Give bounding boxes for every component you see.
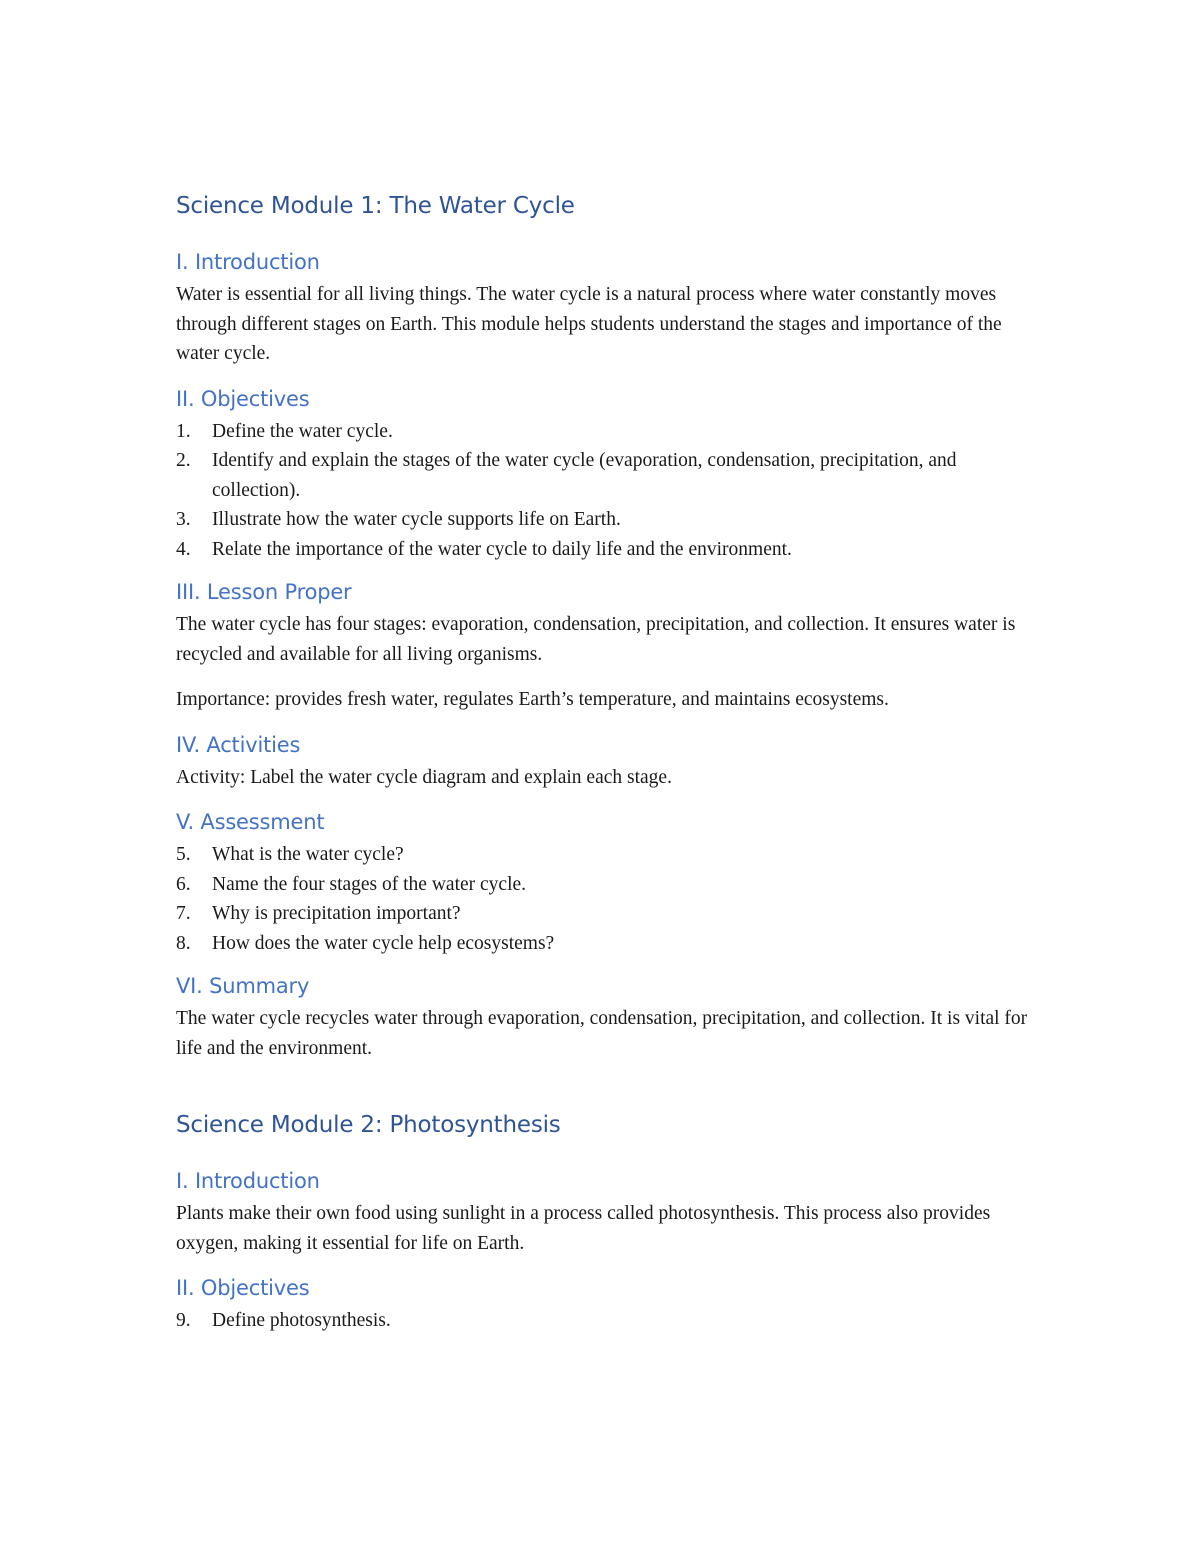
section-heading: VI. Summary [176,974,310,998]
module-2-title: Science Module 2: Photosynthesis [176,1112,561,1138]
section-heading: I. Introduction [176,250,320,274]
list-item [176,446,1036,505]
section-heading: II. Objectives [176,386,310,411]
list-number: 3. [176,509,191,530]
module-1-activities [176,731,1036,793]
paragraph: The water cycle recycles water through evaporation, condensation, precipitation, and collection. It is vital for life and the environment. [176,1008,1028,1059]
objectives-list [176,1306,1036,1336]
list-text: Define photosynthesis. [212,1310,391,1331]
list-text: Define the water cycle. [212,420,393,442]
paragraph: Importance: provides fresh water, regulates Earth’s temperature, and maintains ecosystems. [176,689,889,710]
module-2-objectives [176,1274,1036,1336]
list-item [176,870,1036,900]
list-number: 6. [176,873,191,895]
list-item [176,505,1036,535]
paragraph: Activity: Label the water cycle diagram and explain each stage. [176,766,672,788]
section-heading: I. Introduction [176,1169,320,1193]
module-1-introduction [176,248,1036,369]
list-text: What is the water cycle? [212,844,404,865]
paragraph: Water is essential for all living things. The water cycle is a natural process where water constantly moves through different stages on Earth. This module helps students understand the stages and importance of the water cycle. [176,284,1002,364]
module-1-assessment [176,808,1036,958]
list-number: 5. [176,844,191,865]
list-number: 9. [176,1310,191,1331]
list-number: 8. [176,932,191,954]
module-1-summary [176,972,1036,1063]
module-1-title: Science Module 1: The Water Cycle [176,193,575,219]
list-text: Why is precipitation important? [212,903,461,924]
section-heading: III. Lesson Proper [176,580,352,604]
list-item [176,899,1036,929]
list-number: 4. [176,538,191,560]
list-text: Illustrate how the water cycle supports life on Earth. [212,509,621,530]
section-heading: IV. Activities [176,732,301,757]
section-heading: II. Objectives [176,1276,310,1300]
list-item [176,929,1036,959]
list-text: How does the water cycle help ecosystems? [212,932,555,954]
objectives-list [176,417,1036,565]
list-item [176,1306,1036,1336]
list-number: 1. [176,420,191,442]
assessment-list [176,840,1036,958]
module-1-lesson-proper [176,578,1036,715]
module-2-introduction [176,1167,1036,1258]
paragraph: The water cycle has four stages: evaporation, condensation, precipitation, and collection. It ensures water is recycled and available for all living organisms. [176,614,1016,665]
document-page [176,190,1036,1350]
list-item [176,840,1036,870]
module-1-objectives [176,385,1036,565]
paragraph: Plants make their own food using sunlight in a process called photosynthesis. This process also provides oxygen, making it essential for life on Earth. [176,1203,991,1254]
list-text: Identify and explain the stages of the water cycle (evaporation, condensation, precipitation, and collection). [212,450,957,501]
list-item [176,535,1036,565]
list-text: Name the four stages of the water cycle. [212,873,527,895]
section-heading: V. Assessment [176,810,325,834]
list-number: 2. [176,450,191,471]
list-item [176,417,1036,447]
list-number: 7. [176,903,191,924]
list-text: Relate the importance of the water cycle to daily life and the environment. [212,538,792,560]
